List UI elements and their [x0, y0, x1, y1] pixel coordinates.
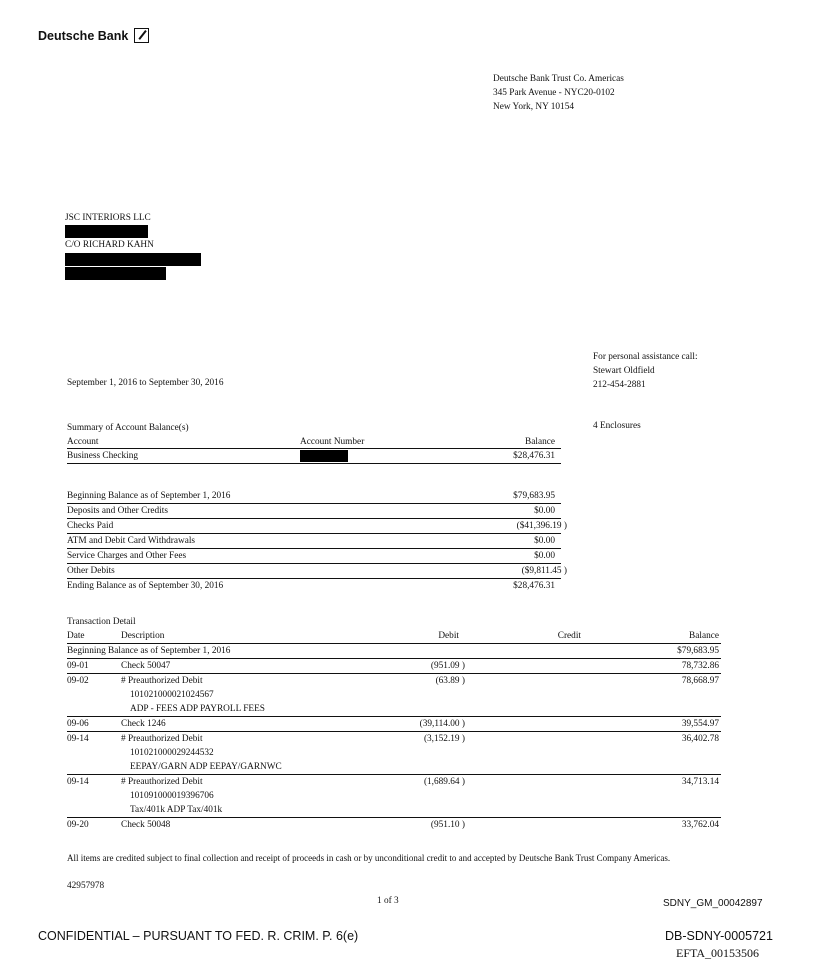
bates-efta: EFTA_00153506 — [676, 946, 760, 960]
bank-name: Deutsche Bank — [38, 28, 129, 43]
page-number: 1 of 3 — [377, 896, 399, 906]
bank-logo — [38, 28, 149, 43]
txn-date: 09-01 — [67, 661, 89, 671]
header-account-number: Account Number — [300, 437, 365, 447]
table-row — [67, 775, 721, 818]
assistance-label: For personal assistance call: — [593, 352, 698, 362]
table-row — [67, 644, 721, 659]
txn-description: Check 1246 — [121, 719, 166, 729]
assistance-contact: Stewart Oldfield — [593, 366, 655, 376]
txn-memo: Tax/401k ADP Tax/401k — [130, 805, 223, 815]
txn-debit: (951.10 ) — [430, 820, 465, 830]
table-row — [67, 717, 721, 732]
totals-row — [67, 504, 561, 519]
txn-debit: (39,114.00 ) — [419, 719, 465, 729]
summary-header-row — [67, 435, 561, 449]
txn-debit: (63.89 ) — [435, 676, 465, 686]
assistance-phone: 212-454-2881 — [593, 380, 646, 390]
totals-amount: $28,476.31 — [513, 581, 555, 591]
totals-row — [67, 549, 561, 564]
collection-footnote: All items are credited subject to final collection and receipt of proceeds in cash or by unconditional credit to and accepted by Deutsche Bank Trust Company Americas. — [67, 853, 671, 863]
txn-date: 09-14 — [67, 734, 89, 744]
header-debit: Debit — [438, 631, 459, 641]
statement-period: September 1, 2016 to September 30, 2016 — [67, 378, 224, 388]
txn-reference: 101091000019396706 — [130, 791, 214, 801]
totals-amount: $0.00 — [534, 506, 555, 516]
beginning-label: Beginning Balance as of September 1, 2016 — [67, 646, 231, 656]
bates-sdny-gm: SDNY_GM_00042897 — [663, 898, 763, 909]
summary-account: Business Checking — [67, 451, 139, 461]
account-number-redaction — [300, 450, 348, 462]
totals-amount: $0.00 — [534, 536, 555, 546]
txn-debit: (3,152.19 ) — [423, 734, 465, 744]
txn-memo: ADP - FEES ADP PAYROLL FEES — [130, 704, 265, 714]
totals-row — [67, 489, 561, 504]
totals-amount: $0.00 — [534, 551, 555, 561]
header-account: Account — [67, 437, 99, 447]
table-row — [67, 674, 721, 717]
totals-amount: ($41,396.19 ) — [516, 521, 567, 531]
txn-balance: 34,713.14 — [681, 777, 719, 787]
txn-description: Check 50047 — [121, 661, 171, 671]
bank-address-line3: New York, NY 10154 — [493, 102, 575, 112]
totals-row — [67, 564, 567, 579]
addressee-name: JSC INTERIORS LLC — [65, 213, 151, 223]
txn-description: Check 50048 — [121, 820, 171, 830]
totals-label: Checks Paid — [67, 521, 114, 531]
deutsche-bank-slash-icon — [134, 28, 149, 43]
txn-debit: (1,689.64 ) — [423, 777, 465, 787]
table-row — [67, 818, 721, 832]
transaction-title: Transaction Detail — [67, 617, 136, 627]
redaction-bar — [65, 253, 201, 266]
txn-balance: 78,732.86 — [681, 661, 719, 671]
txn-balance: 36,402.78 — [681, 734, 719, 744]
txn-date: 09-20 — [67, 820, 89, 830]
totals-label: Ending Balance as of September 30, 2016 — [67, 581, 224, 591]
totals-label: Service Charges and Other Fees — [67, 551, 187, 561]
totals-label: ATM and Debit Card Withdrawals — [67, 536, 196, 546]
txn-date: 09-02 — [67, 676, 89, 686]
totals-label: Beginning Balance as of September 1, 2016 — [67, 491, 231, 501]
txn-memo: EEPAY/GARN ADP EEPAY/GARNWC — [130, 762, 282, 772]
account-code: 42957978 — [67, 881, 105, 891]
txn-date: 09-14 — [67, 777, 89, 787]
txn-balance: 33,762.04 — [681, 820, 719, 830]
beginning-balance: $79,683.95 — [677, 646, 719, 656]
confidential-notice: CONFIDENTIAL – PURSUANT TO FED. R. CRIM. P. 6(e) — [38, 929, 359, 943]
summary-title: Summary of Account Balance(s) — [67, 423, 189, 433]
txn-description: # Preauthorized Debit — [121, 777, 203, 787]
bates-db-sdny: DB-SDNY-0005721 — [665, 929, 773, 943]
transaction-header-row — [67, 629, 721, 644]
txn-debit: (951.09 ) — [430, 661, 465, 671]
totals-row — [67, 534, 561, 549]
txn-reference: 101021000021024567 — [130, 690, 214, 700]
bank-address — [493, 72, 624, 114]
txn-description: # Preauthorized Debit — [121, 734, 203, 744]
summary-balance: $28,476.31 — [513, 451, 555, 461]
totals-row — [67, 579, 561, 593]
table-row — [67, 732, 721, 775]
header-balance: Balance — [689, 631, 719, 641]
header-date: Date — [67, 631, 85, 641]
header-credit: Credit — [557, 631, 581, 641]
txn-reference: 101021000029244532 — [130, 748, 214, 758]
totals-row — [67, 519, 567, 534]
bank-address-line1: Deutsche Bank Trust Co. Americas — [493, 74, 624, 84]
balance-totals — [67, 489, 567, 593]
txn-balance: 78,668.97 — [681, 676, 719, 686]
table-row — [67, 659, 721, 674]
bank-address-line2: 345 Park Avenue - NYC20-0102 — [493, 88, 615, 98]
redaction-bar — [65, 225, 148, 238]
header-balance: Balance — [525, 437, 555, 447]
account-summary — [67, 421, 567, 464]
redaction-bar — [65, 267, 166, 280]
summary-row — [67, 449, 561, 464]
addressee-block — [65, 211, 201, 280]
enclosures: 4 Enclosures — [593, 421, 641, 431]
totals-label: Other Debits — [67, 566, 115, 576]
totals-amount: $79,683.95 — [513, 491, 555, 501]
addressee-care-of: C/O RICHARD KAHN — [65, 240, 154, 250]
txn-description: # Preauthorized Debit — [121, 676, 203, 686]
transaction-detail — [67, 615, 721, 832]
header-description: Description — [121, 631, 165, 641]
txn-date: 09-06 — [67, 719, 89, 729]
txn-balance: 39,554.97 — [681, 719, 719, 729]
assistance-block — [593, 350, 698, 392]
totals-label: Deposits and Other Credits — [67, 506, 168, 516]
totals-amount: ($9,811.45 ) — [521, 566, 567, 576]
